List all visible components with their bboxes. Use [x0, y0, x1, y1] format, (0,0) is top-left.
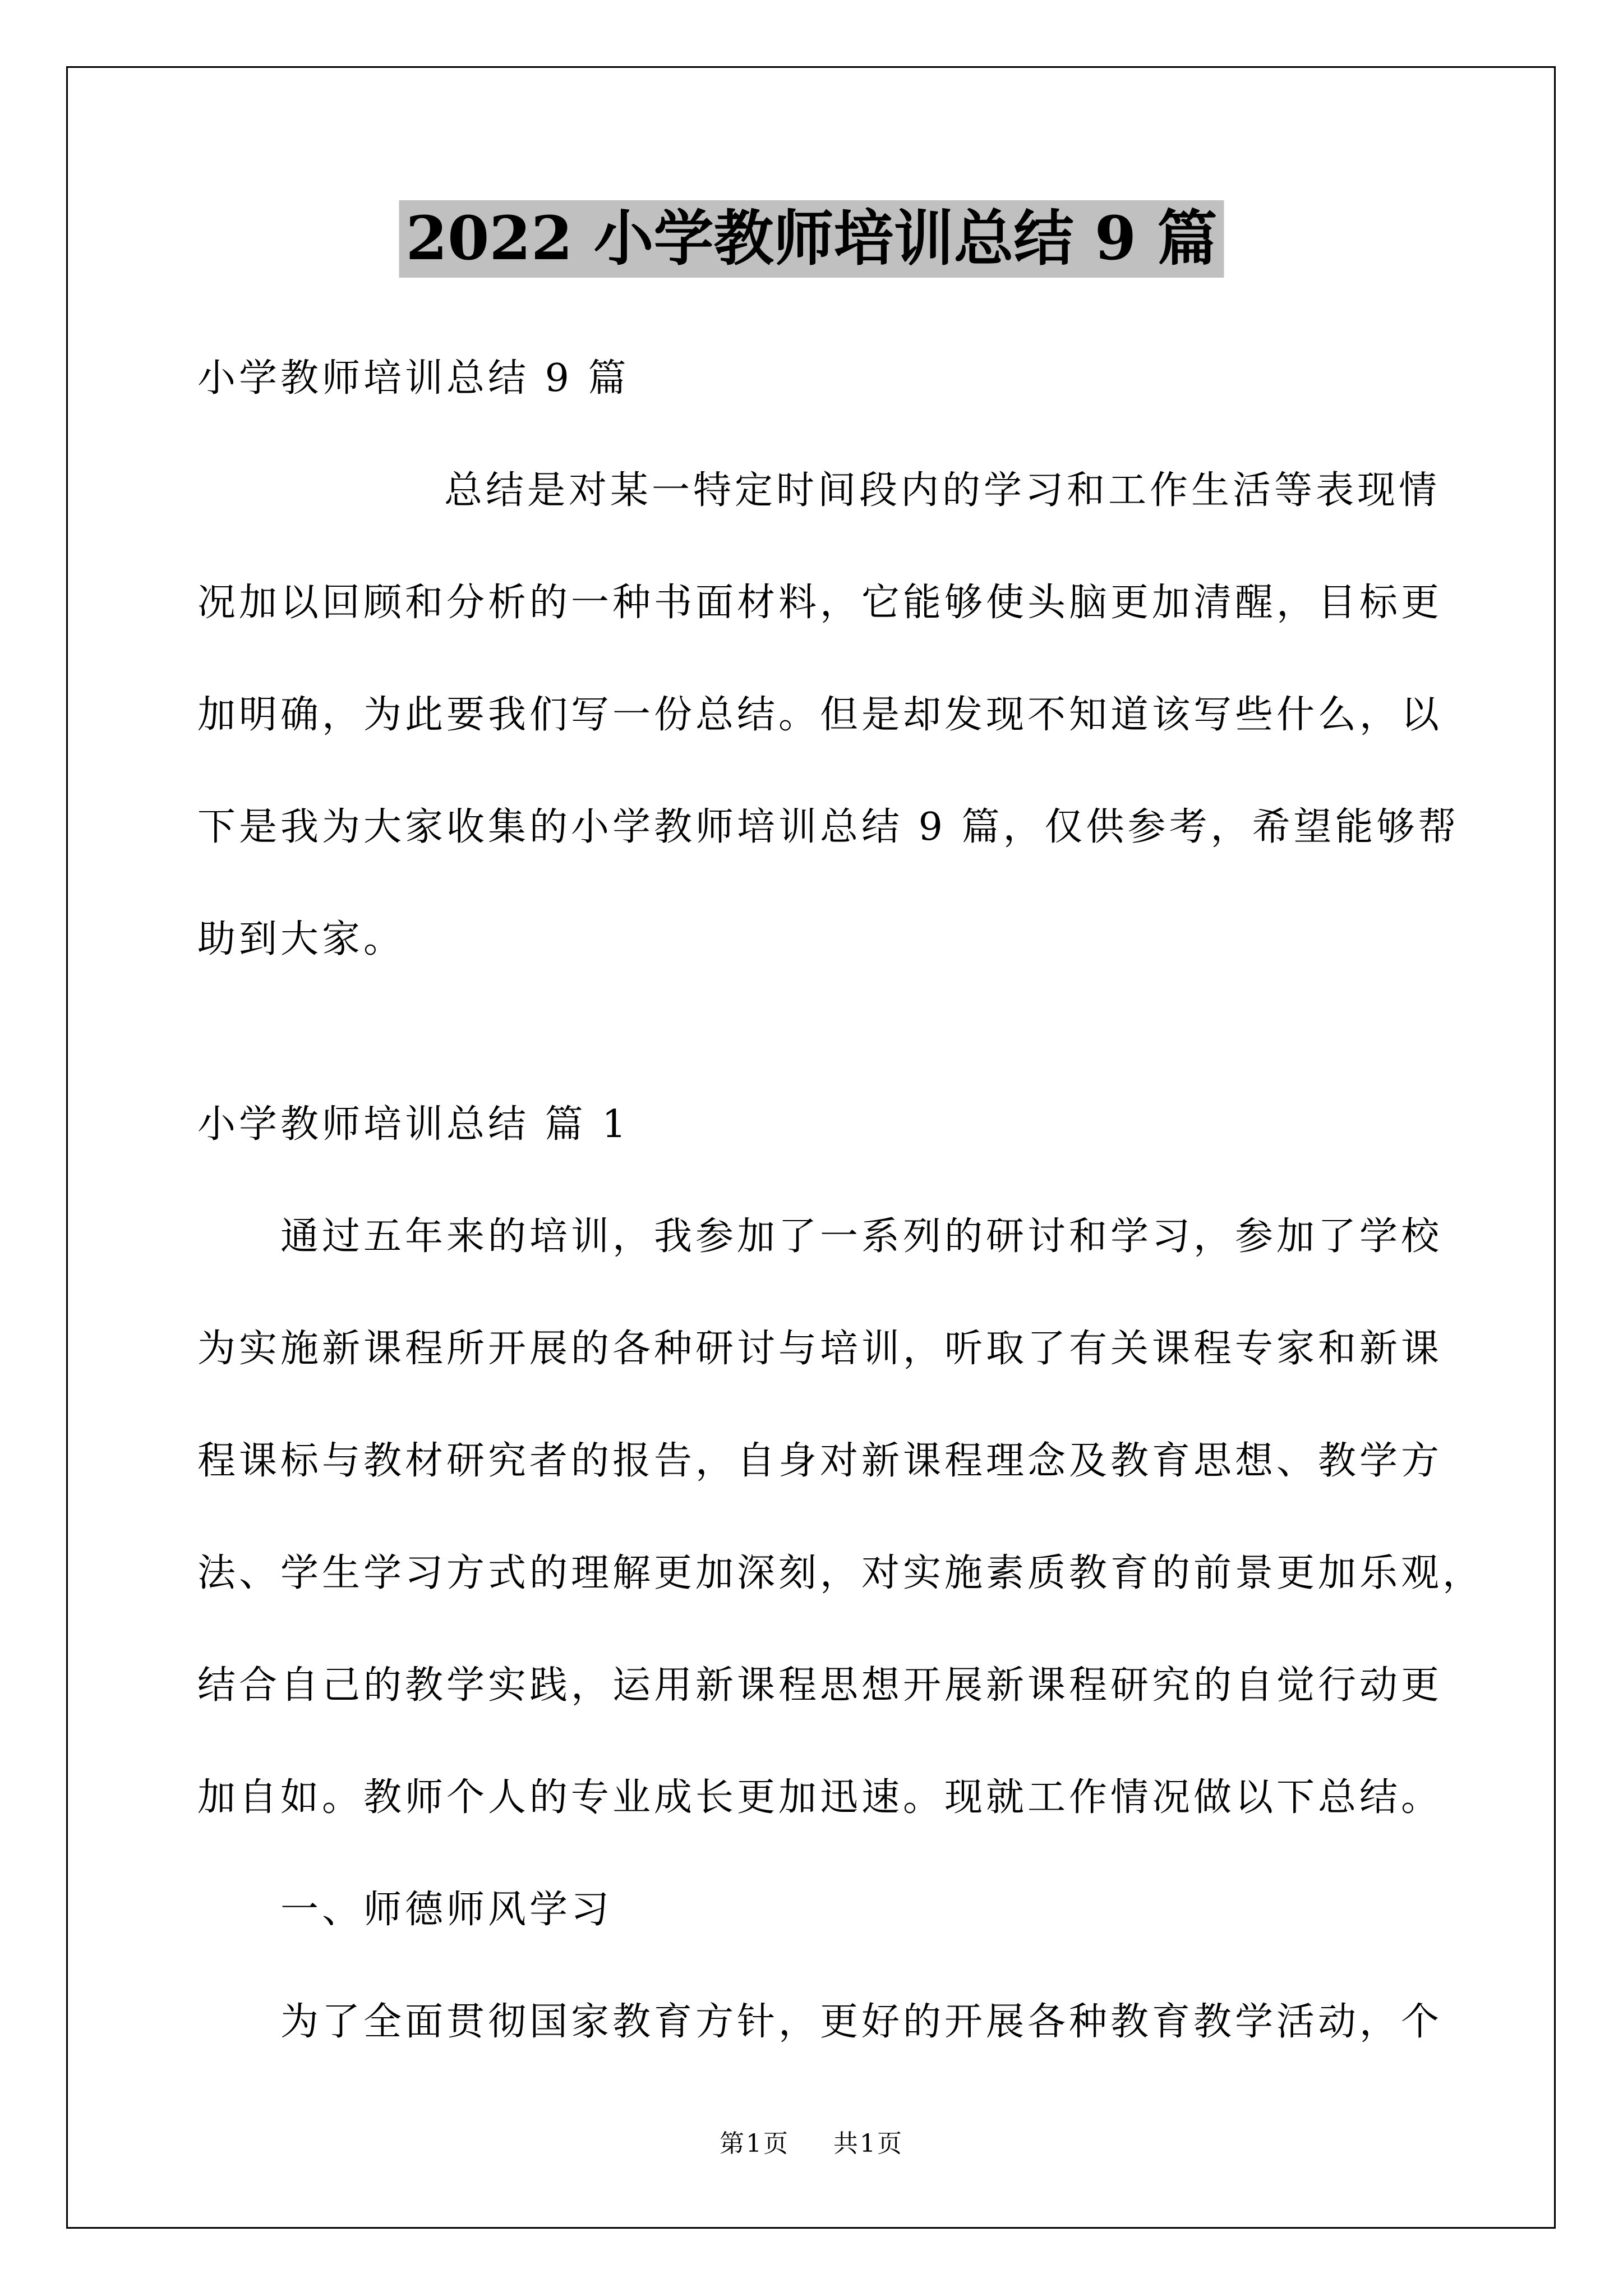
body-line: 加明确，为此要我们写一份总结。但是却发现不知道该写些什么，以 — [197, 693, 1443, 737]
body-line: 况加以回顾和分析的一种书面材料，它能够使头脑更加清醒，目标更 — [197, 581, 1443, 625]
section-heading: 一、师德师风学习 — [280, 1888, 613, 1932]
page-footer — [0, 2127, 1623, 2161]
body-line: 程课标与教材研究者的报告，自身对新课程理念及教育思想、教学方 — [197, 1439, 1443, 1483]
body-line: 下是我为大家收集的小学教师培训总结 9 篇，仅供参考，希望能够帮 — [197, 805, 1460, 849]
body-line: 法、学生学习方式的理解更加深刻，对实施素质教育的前景更加乐观， — [197, 1551, 1484, 1595]
body-line: 小学教师培训总结 9 篇 — [197, 356, 630, 401]
paragraph — [197, 1069, 1447, 1181]
paragraph — [197, 1854, 1447, 1966]
paragraph — [197, 323, 1447, 435]
total-pages: 共1页 — [833, 2129, 903, 2158]
body-line: 加自如。教师个人的专业成长更加迅速。现就工作情况做以下总结。 — [197, 1775, 1443, 1820]
body-line: 小学教师培训总结 篇 1 — [197, 1102, 630, 1147]
body-line: 总结是对某一特定时间段内的学习和工作生活等表现情 — [444, 468, 1441, 513]
document-body — [197, 323, 1484, 2078]
body-line: 通过五年来的培训，我参加了一系列的研讨和学习，参加了学校 — [280, 1214, 1443, 1259]
page-number: 第1页 — [720, 2129, 790, 2158]
paragraph — [197, 1181, 1484, 1854]
body-line: 助到大家。 — [197, 917, 405, 961]
body-line: 为了全面贯彻国家教育方针，更好的开展各种教育教学活动，个 — [280, 2000, 1443, 2044]
paragraph — [197, 435, 1460, 996]
body-line: 结合自己的教学实践，运用新课程思想开展新课程研究的自觉行动更 — [197, 1663, 1443, 1708]
paragraph — [197, 1966, 1447, 2078]
body-line: 为实施新课程所开展的各种研讨与培训，听取了有关课程专家和新课 — [197, 1327, 1443, 1371]
document-title: 2022 小学教师培训总结 9 篇 — [399, 200, 1224, 278]
